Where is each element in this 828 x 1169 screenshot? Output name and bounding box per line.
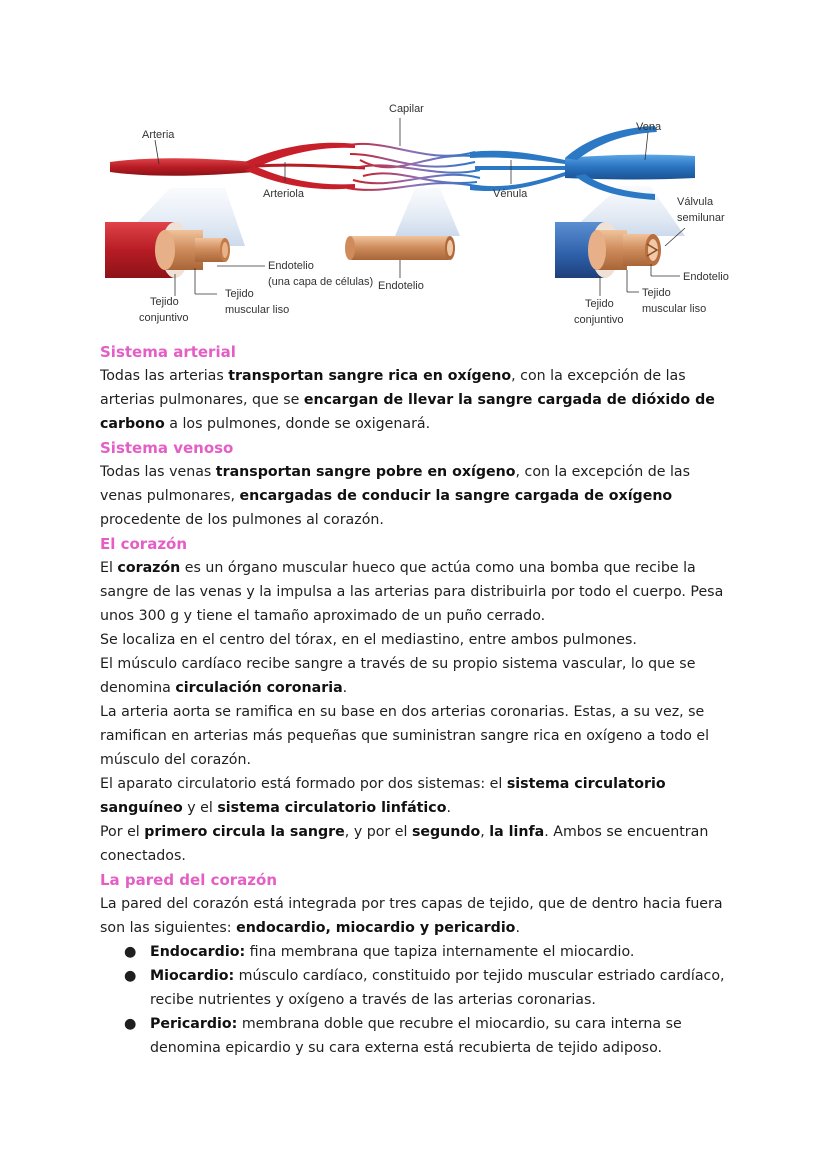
label-endotelio-capa-sub: (una capa de células) [268, 276, 374, 288]
layers-list [100, 940, 730, 1060]
paragraph-pared-corazon: La pared del corazón está integrada por tres capas de tejido, que de dentro hacia fuera son las siguientes: endocardio, miocardio y pericardio. [100, 896, 723, 936]
list-item-endocardio: ● Endocardio: fina membrana que tapiza internamente el miocardio. [150, 940, 730, 964]
heading-sistema-venoso: Sistema venoso [100, 439, 234, 457]
heading-sistema-arterial: Sistema arterial [100, 343, 236, 361]
capillary-tube [345, 236, 455, 260]
label-venula: Vénula [493, 188, 528, 200]
label-valvula: Válvula [677, 196, 714, 208]
document-body [100, 340, 730, 1060]
paragraph-arteria-aorta: La arteria aorta se ramifica en su base en dos arterias coronarias. Estas, a su vez, se ramifican en arterias más pequeñas que suministran sangre rica en oxígeno a todo el músculo del corazón. [100, 704, 710, 768]
label-arteria: Arteria [142, 129, 175, 141]
bullet-icon: ● [124, 1016, 137, 1032]
label-vena: Vena [636, 121, 662, 133]
heading-pared-corazon: La pared del corazón [100, 871, 277, 889]
vessels-illustration [95, 96, 735, 332]
paragraph-sistema-arterial: Todas las arterias transportan sangre rica en oxígeno, con la excepción de las arterias pulmonares, que se encargan de llevar la sangre cargada de dióxido de carbono a los pulmones, donde se oxigenará. [100, 368, 715, 432]
label-tejido-muscular-a-sub: muscular liso [225, 304, 290, 316]
list-item-miocardio: ● Miocardio: músculo cardíaco, constituido por tejido muscular estriado cardíaco, recibe nutrientes y oxígeno a través de las arterias coronarias. [150, 964, 730, 1012]
arteriole-lower [245, 166, 355, 189]
venule-upper [470, 151, 565, 164]
label-endotelio-capilar: Endotelio [378, 280, 424, 292]
heading-el-corazon: El corazón [100, 535, 188, 553]
list-item-pericardio: ● Pericardio: membrana doble que recubre el miocardio, su cara interna se denomina epicardio y su cara externa está recubierta de tejido adiposo. [150, 1012, 730, 1060]
arteriole-mid [255, 165, 365, 168]
bullet-icon: ● [124, 968, 137, 984]
label-tejido-conjuntivo-a: Tejido [150, 296, 179, 308]
label-endotelio-vena: Endotelio [683, 271, 729, 283]
vessels-diagram [95, 96, 735, 332]
paragraph-corazon-definicion: El corazón es un órgano muscular hueco que actúa como una bomba que recibe la sangre de las venas y la impulsa a las arterias para distribuirla por todo el cuerpo. Pesa unos 300 g y tiene el tamaño aproximado de un puño cerrado. [100, 560, 724, 624]
capillary-network [345, 144, 480, 190]
label-tejido-conjuntivo-v-sub: conjuntivo [574, 314, 624, 326]
artery-main [110, 158, 255, 176]
paragraph-sistema-venoso: Todas las venas transportan sangre pobre en oxígeno, con la excepción de las venas pulmonares, encargadas de conducir la sangre cargada de oxígeno procedente de los pulmones al corazón. [100, 464, 691, 528]
paragraph-aparato-circulatorio: El aparato circulatorio está formado por dos sistemas: el sistema circulatorio sanguíneo y el sistema circulatorio linfático. [100, 776, 666, 816]
label-tejido-muscular-v-sub: muscular liso [642, 303, 707, 315]
paragraph-corazon-localizacion: Se localiza en el centro del tórax, en el mediastino, entre ambos pulmones. [100, 632, 637, 648]
paragraph-circulacion-coronaria: El músculo cardíaco recibe sangre a través de su propio sistema vascular, lo que se denomina circulación coronaria. [100, 656, 696, 696]
label-endotelio-capa: Endotelio [268, 260, 314, 272]
label-arteriola: Arteriola [263, 188, 304, 200]
label-tejido-conjuntivo-a-sub: conjuntivo [139, 312, 189, 324]
bullet-icon: ● [124, 944, 137, 960]
label-semilunar: semilunar [677, 212, 725, 224]
paragraph-sangre-linfa: Por el primero circula la sangre, y por el segundo, la linfa. Ambos se encuentran conectados. [100, 824, 709, 864]
label-tejido-conjuntivo-v: Tejido [585, 298, 614, 310]
label-capilar: Capilar [389, 103, 424, 115]
label-tejido-muscular-v: Tejido [642, 287, 671, 299]
capillary-glow [395, 188, 460, 236]
label-tejido-muscular-a: Tejido [225, 288, 254, 300]
